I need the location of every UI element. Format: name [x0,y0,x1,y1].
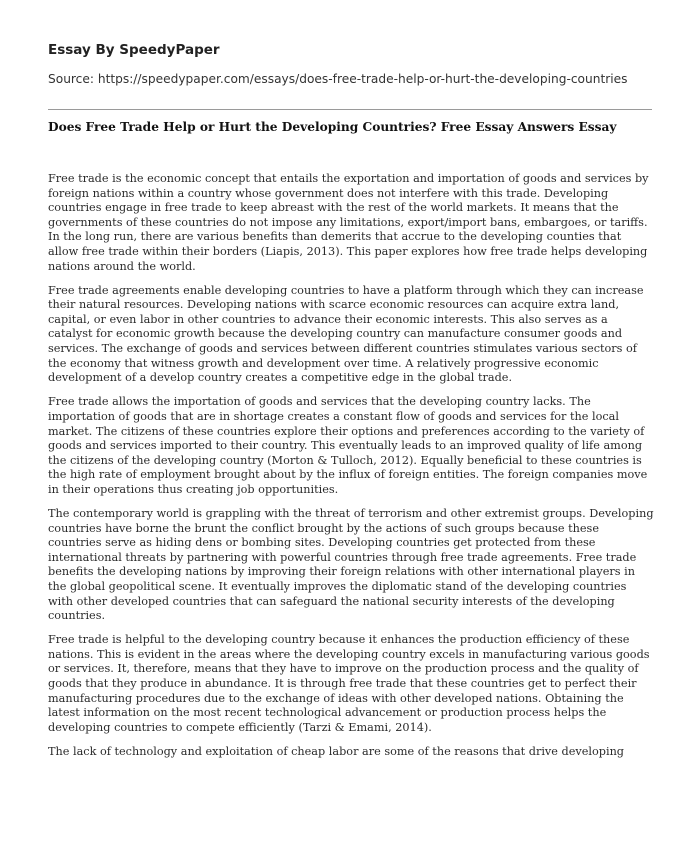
paragraph: Free trade is the economic concept that entails the exportation and importation of goods and services by foreign nations within a country whose government does not interfere with this trade. Developing countries engage in free trade to keep abreast with the rest of the world markets. It means that the governments of these countries do not impose any limitations, export/import bans, embargoes, or tariffs. In the long run, there are various benefits than demerits that accrue to the developing counties that allow free trade within their borders (Liapis, 2013). This paper explores how free trade helps developing nations around the world. [48,172,649,273]
essay-title: Does Free Trade Help or Hurt the Developing Countries? Free Essay Answers Essay [48,120,617,134]
header-divider [48,109,652,110]
source-line: Source: https://speedypaper.com/essays/does-free-trade-help-or-hurt-the-developing-countries [48,72,628,86]
paragraph: The contemporary world is grappling with the threat of terrorism and other extremist groups. Developing countries have borne the brunt the conflict brought by the actions of such groups because these countries serve as hiding dens or bombing sites. Developing countries get protected from these international threats by partnering with powerful countries through free trade agreements. Free trade benefits the developing nations by improving their foreign relations with other international players in the global geopolitical scene. It eventually improves the diplomatic stand of the developing countries with other developed countries that can safeguard the national security interests of the developing countries. [48,506,654,623]
paragraph: Free trade is helpful to the developing country because it enhances the production efficiency of these nations. This is evident in the areas where the developing country excels in manufacturing various goods or services. It, therefore, means that they have to improve on the production process and the quality of goods that they produce in abundance. It is through free trade that these countries get to perfect their manufacturing procedures due to the exchange of ideas with other developed nations. Obtaining the latest information on the most recent technological advancement or production process helps the developing countries to compete efficiently (Tarzi & Emami, 2014). [48,633,650,734]
essay-body [48,172,654,769]
brand-heading: Essay By SpeedyPaper [48,42,220,58]
paragraph: Free trade agreements enable developing countries to have a platform through which they can increase their natural resources. Developing nations with scarce economic resources can acquire extra land, capital, or even labor in other countries to advance their economic interests. This also serves as a catalyst for economic growth because the developing country can manufacture consumer goods and services. The exchange of goods and services between different countries stimulates various sectors of the economy that witness growth and development over time. A relatively progressive economic development of a develop country creates a competitive edge in the global trade. [48,283,644,385]
paragraph: The lack of technology and exploitation of cheap labor are some of the reasons that drive developing [48,744,625,758]
paragraph: Free trade allows the importation of goods and services that the developing country lacks. The importation of goods that are in shortage creates a constant flow of goods and services for the local market. The citizens of these countries explore their options and preferences according to the variety of goods and services imported to their country. This eventually leads to an improved quality of life among the citizens of the developing country (Morton & Tulloch, 2012). Equally beneficial to these countries is the high rate of employment brought about by the influx of foreign entities. The foreign companies move in their operations thus creating job opportunities. [48,395,648,496]
